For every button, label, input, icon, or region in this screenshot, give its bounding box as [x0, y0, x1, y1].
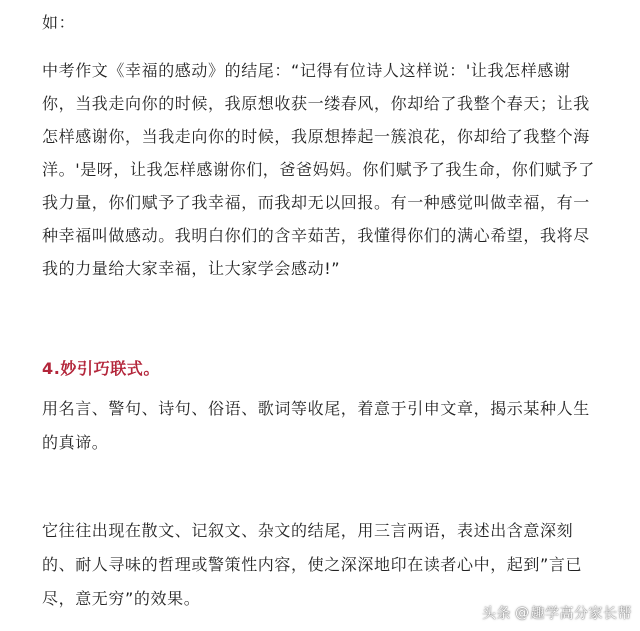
watermark-account: 趣学高分家长帮	[530, 606, 632, 622]
section-heading: 4.妙引巧联式。	[42, 359, 161, 378]
paragraph-effect: 它往往出现在散文、记叙文、杂文的结尾，用三言两语，表述出含意深刻的、耐人寻味的哲理或警策性内容，使之深深地印在读者心中，起到”言已尽，意无穷”的效果。	[42, 521, 583, 608]
paragraph-method: 用名言、警句、诗句、俗语、歌词等收尾，着意于引申文章，揭示某种人生的真谛。	[42, 399, 590, 452]
paragraph-quote: 中考作文《幸福的感动》的结尾：“记得有位诗人这样说：'让我怎样感谢你，当我走向你的时候，我原想收获一缕春风，你却给了我整个春天；让我怎样感谢你，当我走向你的时候，我原想捧起一簇浪花，你却给了我整个海洋。'是呀，让我怎样感谢你们，爸爸妈妈。你们赋予了我生命，你们赋予了我力量，你们赋予了我幸福，而我却无以回报。有一种感觉叫做幸福，有一种幸福叫做感动。我明白你们的含辛茹苦，我懂得你们的满心希望，我将尽我的力量给大家幸福，让大家学会感动!”	[42, 61, 595, 278]
watermark	[482, 603, 632, 623]
paragraph-ru: 如：	[42, 13, 76, 32]
watermark-at: @	[515, 605, 530, 621]
watermark-source: 头条	[482, 606, 511, 622]
